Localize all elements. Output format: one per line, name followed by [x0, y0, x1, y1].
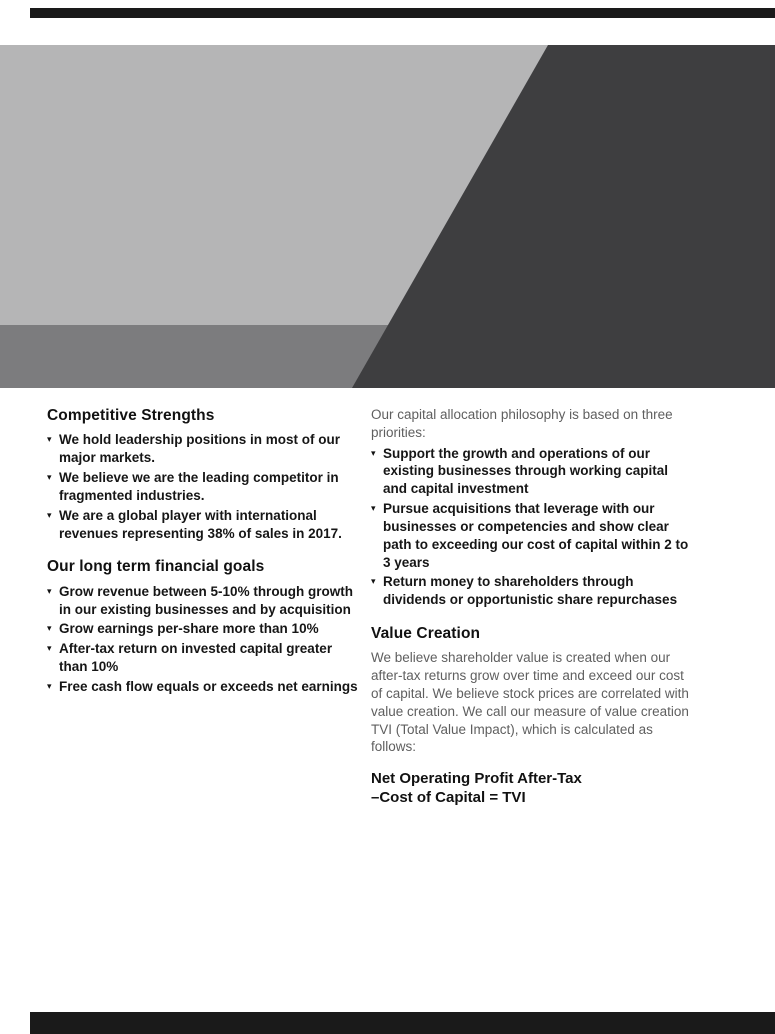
list-item-text: Free cash flow equals or exceeds net earnings [59, 678, 358, 694]
value-creation-heading: Value Creation [371, 624, 481, 642]
list-item [47, 583, 363, 619]
bullet-triangle-icon: ▾ [47, 434, 52, 445]
bullet-triangle-icon: ▾ [47, 623, 52, 634]
list-item [371, 500, 693, 571]
list-item-text: After-tax return on invested capital greater than 10% [59, 641, 333, 675]
capital-allocation-intro: Our capital allocation philosophy is based on three priorities: [371, 407, 673, 440]
list-item [47, 507, 363, 543]
list-item-text: We believe we are the leading competitor in fragmented industries. [59, 470, 339, 503]
bullet-triangle-icon: ▾ [371, 503, 376, 514]
competitive-strengths-list [47, 431, 363, 542]
value-creation-body: We believe shareholder value is created when our after-tax returns grow over time and exceed our cost of capital. We believe stock prices are correlated with value creation. We call our measure of value creation TVI (Total Value Impact), which is calculated as follows: [371, 650, 689, 755]
hero-abstract-graphic [0, 45, 775, 388]
list-item [47, 640, 363, 676]
bottom-rule-bar [30, 1012, 775, 1034]
list-item [47, 431, 363, 467]
list-item-text: Grow revenue between 5-10% through growth in our existing businesses and by acquisition [59, 583, 354, 617]
list-item-text: Grow earnings per-share more than 10% [59, 621, 319, 637]
list-item [47, 678, 363, 696]
tvi-formula-line2: –Cost of Capital = TVI [371, 789, 526, 807]
list-item-text: Support the growth and operations of our existing businesses through working capital and capital investment [383, 445, 669, 497]
tvi-formula [371, 770, 693, 808]
bullet-triangle-icon: ▾ [47, 472, 52, 483]
competitive-strengths-heading: Competitive Strengths [47, 407, 215, 424]
left-column [47, 406, 363, 698]
list-item-text: We hold leadership positions in most of our major markets. [59, 432, 341, 466]
bullet-triangle-icon: ▾ [371, 447, 376, 458]
tvi-formula-line1: Net Operating Profit After-Tax [371, 770, 582, 788]
list-item [371, 573, 693, 609]
financial-goals-list [47, 583, 363, 696]
list-item [47, 469, 363, 505]
bullet-triangle-icon: ▾ [371, 576, 376, 587]
bullet-triangle-icon: ▾ [47, 585, 52, 596]
right-column [371, 406, 693, 808]
list-item [47, 620, 363, 638]
list-item-text: Pursue acquisitions that leverage with our businesses or competencies and show clear path to exceeding our cost of capital within 2 to 3 years [383, 501, 689, 570]
list-item-text: Return money to shareholders through dividends or opportunistic share repurchases [383, 574, 678, 608]
bullet-triangle-icon: ▾ [47, 643, 52, 654]
bullet-triangle-icon: ▾ [47, 680, 52, 691]
hero-image [0, 45, 775, 388]
bullet-triangle-icon: ▾ [47, 509, 52, 520]
list-item [371, 445, 693, 498]
top-rule-bar [30, 8, 775, 18]
financial-goals-heading: Our long term financial goals [47, 558, 265, 576]
list-item-text: We are a global player with international revenues representing 38% of sales in 2017. [59, 507, 342, 541]
capital-allocation-list [371, 445, 693, 609]
